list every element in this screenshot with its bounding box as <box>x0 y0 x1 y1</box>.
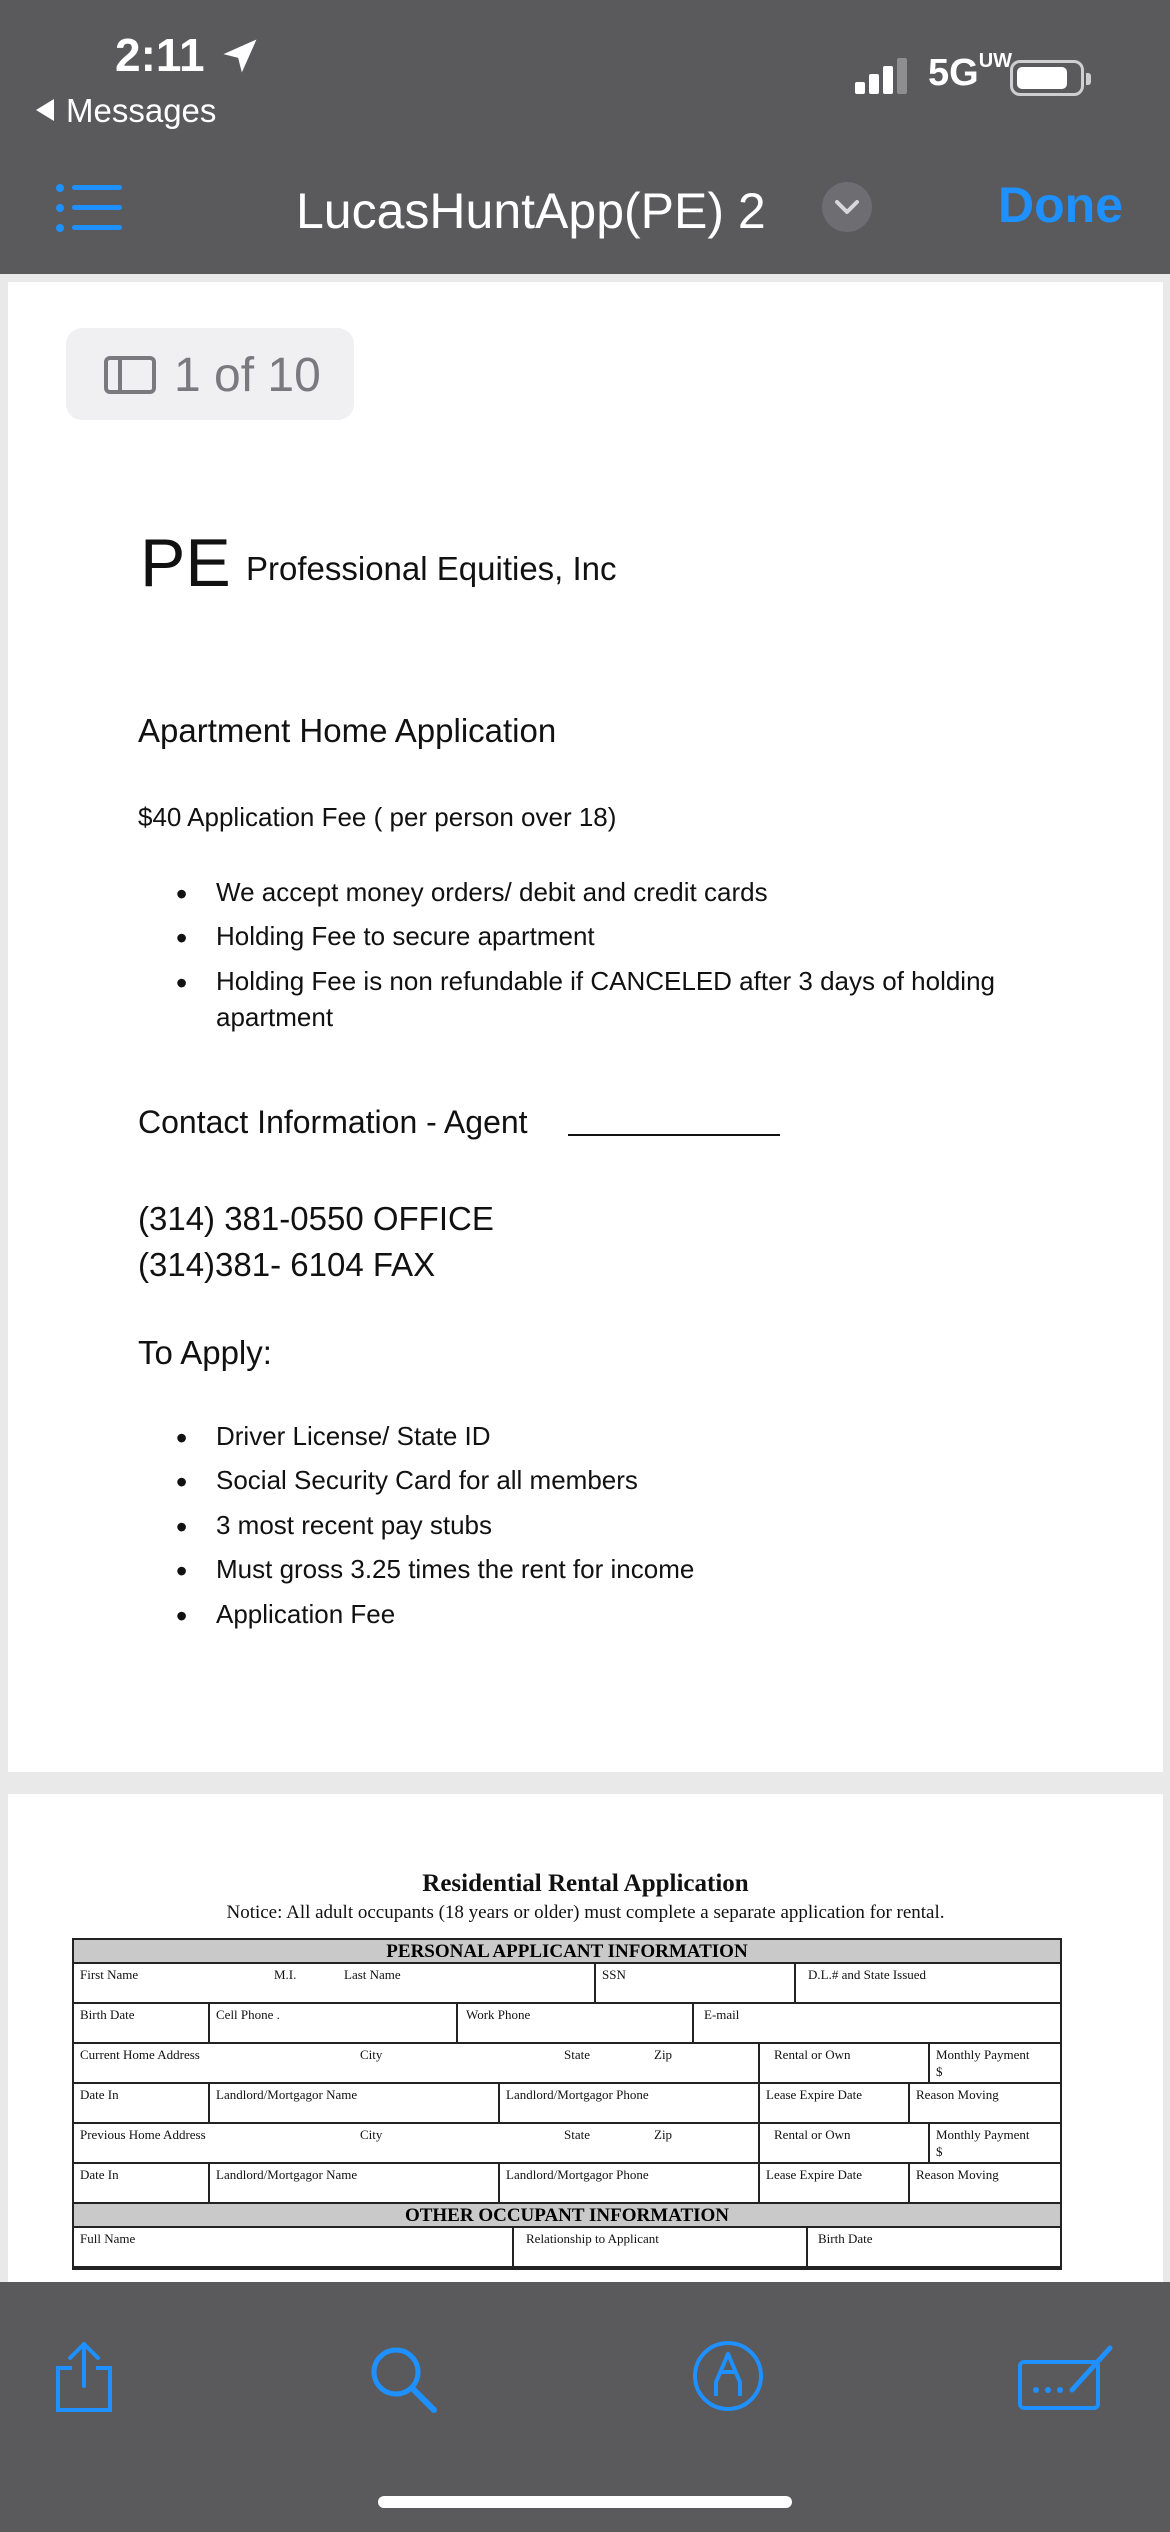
network-type: $5G^{UW}$ <box>928 50 1013 94</box>
field-label: First Name <box>80 1967 139 1982</box>
list-item: • Social Security Card for all members <box>176 1462 1036 1498</box>
form-notice: Notice: All adult occupants (18 years or older) must complete a separate application for rental. <box>226 1902 945 1923</box>
field-label: Rental or Own <box>774 2127 851 2142</box>
field-label: Reason Moving <box>916 2167 999 2182</box>
chevron-down-icon <box>834 196 860 218</box>
document-title: LucasHuntApp(PE) 2 <box>296 183 766 239</box>
list-item: • Holding Fee is non refundable if CANCELED after 3 days of holding apartment <box>176 963 1036 1036</box>
form-row <box>74 1964 1060 2004</box>
field-label: M.I. <box>274 1967 297 1982</box>
field-label: $ <box>936 2144 943 2159</box>
location-arrow-icon <box>218 34 262 78</box>
cellular-signal-icon <box>855 58 915 94</box>
application-heading: Apartment Home Application <box>138 712 557 749</box>
field-label: State <box>564 2047 590 2062</box>
company-name: Professional Equities, Inc <box>246 550 617 587</box>
pdf-page-2 <box>8 1794 1163 2282</box>
application-form <box>72 1938 1062 2270</box>
section-heading: PERSONAL APPLICANT INFORMATION <box>74 1940 1060 1964</box>
signature-icon[interactable] <box>1016 2340 1116 2414</box>
field-label: Last Name <box>344 1967 401 1982</box>
search-icon[interactable] <box>368 2344 440 2416</box>
share-icon[interactable] <box>52 2340 116 2416</box>
field-label: Birth Date <box>80 2007 135 2022</box>
field-label: Work Phone <box>466 2007 531 2022</box>
field-label: Monthly Payment <box>936 2127 1030 2142</box>
battery-icon <box>1010 60 1084 96</box>
status-bar <box>0 0 1170 140</box>
list-item: • We accept money orders/ debit and credit cards <box>176 874 1036 910</box>
field-label: Landlord/Mortgagor Phone <box>506 2167 649 2182</box>
back-label: Messages <box>66 92 217 129</box>
fax-number: (314)381- 6104 FAX <box>138 1246 436 1283</box>
list-icon[interactable] <box>54 182 124 234</box>
field-label: Rental or Own <box>774 2047 851 2062</box>
document-viewer[interactable] <box>0 274 1170 2282</box>
list-item: • Must gross 3.25 times the rent for income <box>176 1551 1036 1587</box>
field-label: Current Home Address <box>80 2047 200 2062</box>
field-label: Lease Expire Date <box>766 2167 863 2182</box>
field-label: Full Name <box>80 2231 136 2246</box>
page-indicator[interactable] <box>66 328 354 420</box>
list-item: • Driver License/ State ID <box>176 1418 1036 1454</box>
sidebar-icon <box>104 356 156 394</box>
agent-blank-line <box>568 1134 780 1136</box>
contact-info: Contact Information - Agent <box>138 1104 528 1140</box>
field-label: Previous Home Address <box>80 2127 206 2142</box>
field-label: City <box>360 2127 383 2142</box>
field-label: City <box>360 2047 383 2062</box>
field-label: Monthly Payment <box>936 2047 1030 2062</box>
application-fee: $40 Application Fee ( per person over 18) <box>138 802 617 832</box>
back-triangle-icon <box>36 99 54 121</box>
field-label: $ <box>936 2064 943 2079</box>
done-button[interactable]: Done <box>998 177 1123 233</box>
field-label: State <box>564 2127 590 2142</box>
field-label: D.L.# and State Issued <box>808 1967 927 1982</box>
bottom-toolbar <box>0 2282 1170 2532</box>
markup-icon[interactable] <box>690 2338 766 2414</box>
field-label: Relationship to Applicant <box>526 2231 659 2246</box>
form-row <box>74 2004 1060 2044</box>
form-row <box>74 2124 1060 2164</box>
apply-requirements <box>176 1418 1036 1640</box>
field-label: Zip <box>654 2127 673 2142</box>
field-label: Date In <box>80 2167 119 2182</box>
form-title: Residential Rental Application <box>422 1870 749 1897</box>
section-heading: OTHER OCCUPANT INFORMATION <box>74 2204 1060 2228</box>
page-count: 1 of 10 <box>174 349 321 402</box>
form-row <box>74 2044 1060 2084</box>
field-label: SSN <box>602 1967 626 1982</box>
to-apply-heading: To Apply: <box>138 1334 272 1371</box>
back-to-messages[interactable] <box>36 92 216 130</box>
status-time: 2:11 <box>115 29 205 81</box>
field-label: Lease Expire Date <box>766 2087 863 2102</box>
office-phone: (314) 381-0550 OFFICE <box>138 1200 494 1237</box>
pdf-page-1 <box>8 282 1163 1772</box>
nav-bar <box>0 140 1170 274</box>
field-label: Landlord/Mortgagor Name <box>216 2087 358 2102</box>
list-item: • Holding Fee to secure apartment <box>176 918 1036 954</box>
form-row <box>74 2164 1060 2204</box>
title-menu-button[interactable] <box>822 182 872 232</box>
field-label: Landlord/Mortgagor Name <box>216 2167 358 2182</box>
company-logo: PE <box>140 525 231 601</box>
field-label: Landlord/Mortgagor Phone <box>506 2087 649 2102</box>
list-item: • 3 most recent pay stubs <box>176 1507 1036 1543</box>
home-indicator <box>378 2496 792 2508</box>
field-label: Zip <box>654 2047 673 2062</box>
field-label: Cell Phone . <box>216 2007 280 2022</box>
field-label: E-mail <box>704 2007 740 2022</box>
list-item: • Application Fee <box>176 1596 1036 1632</box>
fee-bullets <box>176 874 1036 1044</box>
field-label: Date In <box>80 2087 119 2102</box>
form-row <box>74 2084 1060 2124</box>
field-label: Birth Date <box>818 2231 873 2246</box>
field-label: Reason Moving <box>916 2087 999 2102</box>
form-row <box>74 2228 1060 2268</box>
